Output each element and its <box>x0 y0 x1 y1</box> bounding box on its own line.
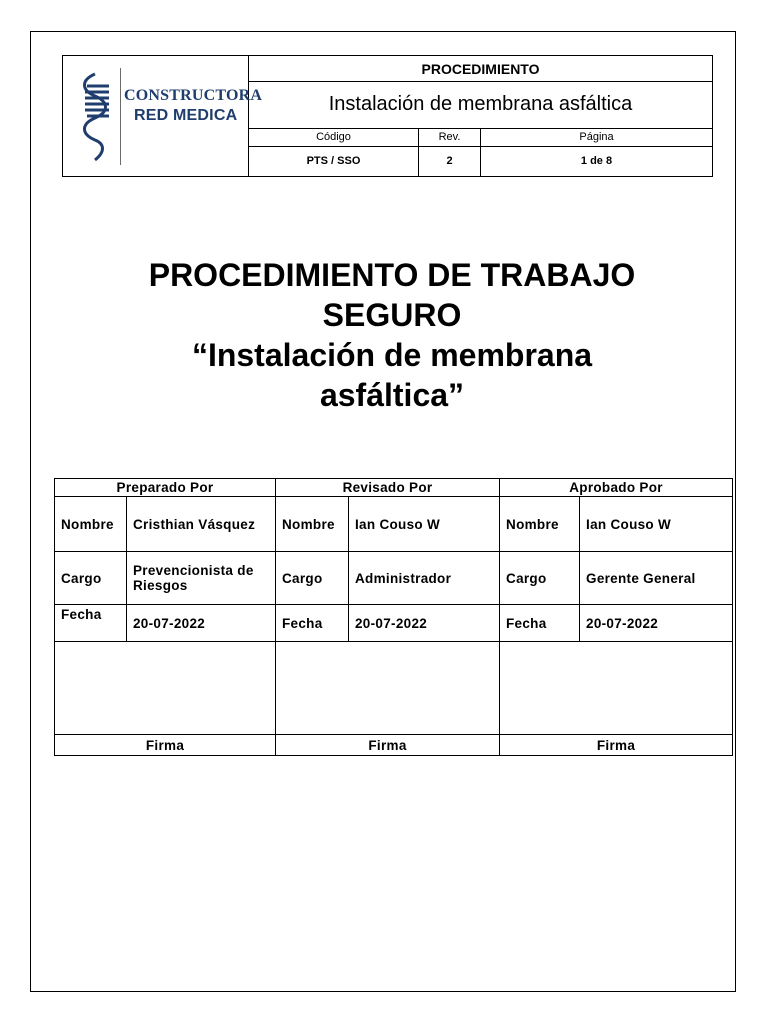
rev-value: 2 <box>419 146 481 176</box>
preparado-cargo: Prevencionista de Riesgos <box>127 552 276 605</box>
firma-label: Firma <box>276 735 500 756</box>
cargo-label: Cargo <box>276 552 349 605</box>
codigo-value: PTS / SSO <box>249 146 419 176</box>
nombre-label: Nombre <box>276 497 349 552</box>
fecha-label: Fecha <box>276 605 349 642</box>
nombre-label: Nombre <box>500 497 580 552</box>
aprobado-fecha: 20-07-2022 <box>580 605 733 642</box>
preparado-signature-area[interactable] <box>55 642 276 735</box>
pagina-label: Página <box>481 128 713 146</box>
rev-label: Rev. <box>419 128 481 146</box>
firma-label: Firma <box>55 735 276 756</box>
document-header <box>62 55 713 177</box>
company-logo <box>63 56 263 176</box>
title-line-2: SEGURO <box>322 297 462 333</box>
aprobado-signature-area[interactable] <box>500 642 733 735</box>
cargo-label: Cargo <box>500 552 580 605</box>
pagina-value: 1 de 8 <box>481 146 713 176</box>
approvals-table <box>54 478 733 756</box>
logo-line1: CONSTRUCTORA <box>124 87 263 104</box>
group-revisado: Revisado Por <box>276 479 500 497</box>
title-line-4: asfáltica” <box>319 377 465 413</box>
group-preparado: Preparado Por <box>55 479 276 497</box>
fecha-label: Fecha <box>55 605 127 642</box>
cargo-label: Cargo <box>55 552 127 605</box>
header-title: Instalación de membrana asfáltica <box>249 82 713 128</box>
logo-line2: RED MEDICA <box>134 107 238 124</box>
aprobado-cargo: Gerente General <box>580 552 733 605</box>
revisado-nombre: Ian Couso W <box>349 497 500 552</box>
preparado-fecha: 20-07-2022 <box>127 605 276 642</box>
revisado-cargo: Administrador <box>349 552 500 605</box>
nombre-label: Nombre <box>55 497 127 552</box>
logo-divider <box>120 68 121 165</box>
revisado-fecha: 20-07-2022 <box>349 605 500 642</box>
helix-logo-icon <box>73 70 117 166</box>
preparado-nombre: Cristhian Vásquez <box>127 497 276 552</box>
title-line-1: PROCEDIMIENTO DE TRABAJO <box>148 257 636 293</box>
firma-label: Firma <box>500 735 733 756</box>
group-aprobado: Aprobado Por <box>500 479 733 497</box>
document-title <box>60 255 724 415</box>
logo-cell <box>63 56 263 177</box>
codigo-label: Código <box>249 128 419 146</box>
document-type: PROCEDIMIENTO <box>249 56 713 82</box>
aprobado-nombre: Ian Couso W <box>580 497 733 552</box>
revisado-signature-area[interactable] <box>276 642 500 735</box>
fecha-label: Fecha <box>500 605 580 642</box>
title-line-3: “Instalación de membrana <box>191 337 593 373</box>
